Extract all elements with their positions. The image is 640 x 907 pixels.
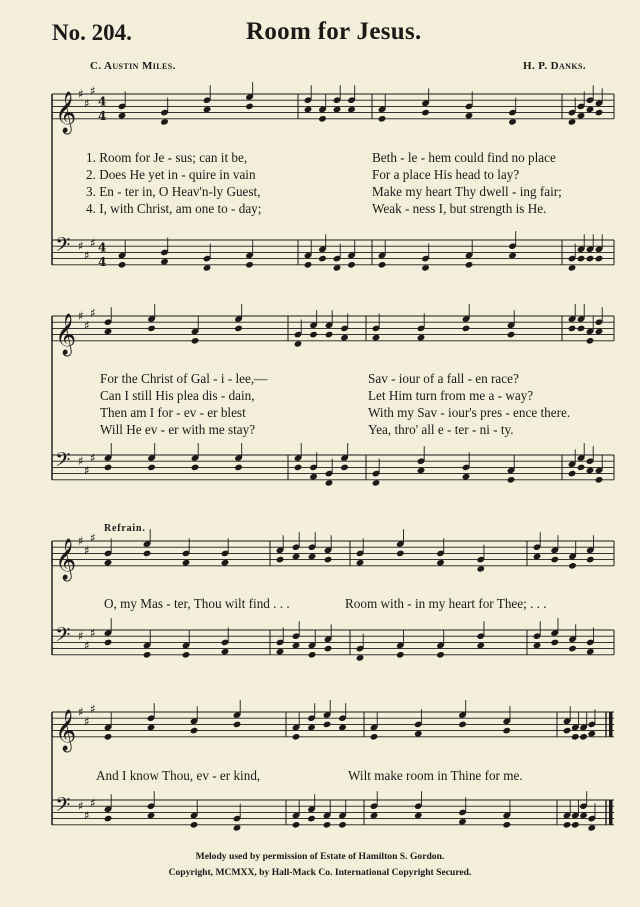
note-head — [587, 824, 596, 832]
note-head — [458, 818, 467, 826]
note-head — [309, 331, 318, 339]
note-head — [507, 331, 516, 339]
note-head — [465, 112, 474, 120]
composer-credit: H. P. Danks. — [523, 60, 586, 72]
note-head — [586, 467, 595, 475]
sharp-sign-icon: ♯ — [90, 451, 96, 466]
note-head — [595, 109, 604, 117]
note-head — [338, 724, 347, 732]
stanza-1-line-2-right: Sav - iour of a fall - en race? — [368, 371, 519, 386]
note-head — [462, 325, 471, 333]
stanza-1-line-2-left: For the Christ of Gal - i - lee,— — [100, 371, 268, 386]
lyricist-credit: C. Austin Miles. — [90, 60, 176, 72]
note-head — [221, 559, 230, 567]
note-head — [347, 261, 356, 269]
sharp-sign-icon: ♯ — [90, 530, 96, 545]
treble-clef-icon: 𝄞 — [55, 313, 77, 355]
note-head — [308, 651, 317, 659]
note-head — [104, 464, 113, 472]
note-head — [577, 325, 586, 333]
sharp-sign-icon: ♯ — [84, 463, 90, 478]
note-head — [308, 553, 317, 561]
note-head — [414, 730, 423, 738]
note-head — [568, 470, 577, 478]
sharp-sign-icon: ♯ — [90, 236, 96, 251]
note-head — [502, 821, 511, 829]
note-head — [476, 642, 485, 650]
note-head — [294, 464, 303, 472]
sharp-sign-icon: ♯ — [78, 87, 84, 101]
treble-clef-icon: 𝄞 — [55, 709, 77, 751]
note-head — [104, 815, 113, 823]
bass-clef-icon: 𝄢 — [55, 793, 71, 821]
sharp-sign-icon: ♯ — [90, 796, 96, 811]
stanza-2-line-1-left: 2. Does He yet in - quire in vain — [86, 167, 256, 182]
sharp-sign-icon: ♯ — [78, 309, 84, 323]
bass-clef-icon: 𝄢 — [55, 233, 71, 261]
refrain-line-1-right: Room with - in my heart for Thee; . . . — [345, 596, 547, 611]
note-head — [276, 648, 285, 656]
sharp-sign-icon: ♯ — [90, 626, 96, 641]
note-head — [276, 556, 285, 564]
note-head — [118, 261, 127, 269]
copyright-note: Copyright, MCMXX, by Hall-Mack Co. International Copyright Secured. — [168, 867, 472, 878]
note-head — [571, 821, 580, 829]
note-head — [147, 325, 156, 333]
treble-clef-icon: 𝄞 — [55, 91, 77, 133]
note-head — [502, 727, 511, 735]
stanza-2-line-1-right: For a place His head to lay? — [372, 167, 520, 182]
note-head — [307, 724, 316, 732]
refrain-line-1-left: O, my Mas - ter, Thou wilt find . . . — [104, 596, 290, 611]
time-signature-top: 4 — [98, 240, 107, 255]
stanza-4-line-2-left: Will He ev - er with me stay? — [100, 422, 256, 437]
note-head — [533, 553, 542, 561]
stanza-3-line-2-left: Then am I for - ev - er blest — [100, 405, 246, 420]
note-head — [190, 727, 199, 735]
note-head — [563, 727, 572, 735]
note-head — [190, 821, 199, 829]
note-head — [595, 328, 604, 336]
note-head — [233, 721, 242, 729]
note-head — [245, 261, 254, 269]
note-head — [568, 118, 577, 126]
note-head — [234, 464, 243, 472]
note-head — [104, 733, 113, 741]
note-head — [292, 821, 301, 829]
sharp-sign-icon: ♯ — [78, 534, 84, 548]
sharp-sign-icon: ♯ — [84, 96, 90, 111]
note-head — [563, 821, 572, 829]
note-head — [414, 812, 423, 820]
final-bar-line — [609, 712, 613, 737]
note-head — [568, 325, 577, 333]
note-head — [325, 479, 334, 487]
note-head — [462, 473, 471, 481]
note-head — [370, 733, 379, 741]
note-head — [465, 261, 474, 269]
sharp-sign-icon: ♯ — [84, 543, 90, 558]
note-head — [568, 562, 577, 570]
note-head — [118, 112, 127, 120]
hymn-number: No. 204. — [52, 20, 132, 45]
stanza-3-line-1-left: 3. En - ter in, O Heav'n-ly Guest, — [86, 184, 261, 199]
note-head — [325, 331, 334, 339]
stanza-1-line-1-right: Beth - le - hem could find no place — [372, 150, 556, 165]
note-head — [234, 325, 243, 333]
note-head — [595, 476, 604, 484]
refrain-label: Refrain. — [104, 523, 146, 534]
note-head — [356, 654, 365, 662]
note-head — [586, 337, 595, 345]
note-head — [568, 645, 577, 653]
note-head — [571, 733, 580, 741]
note-head — [340, 464, 349, 472]
stanza-1-line-1-left: 1. Room for Je - sus; can it be, — [86, 150, 248, 165]
note-head — [143, 651, 152, 659]
sharp-sign-icon: ♯ — [84, 714, 90, 729]
note-head — [417, 467, 426, 475]
stanza-2-line-2-right: Let Him turn from me a - way? — [368, 388, 534, 403]
sharp-sign-icon: ♯ — [78, 239, 84, 254]
sharp-sign-icon: ♯ — [78, 799, 84, 814]
note-head — [233, 824, 242, 832]
note-head — [550, 556, 559, 564]
bass-clef-icon: 𝄢 — [55, 448, 71, 476]
note-head — [182, 559, 191, 567]
note-head — [203, 106, 212, 114]
note-head — [586, 648, 595, 656]
note-head — [508, 252, 517, 260]
sharp-sign-icon: ♯ — [78, 454, 84, 469]
refrain-line-2-right: Wilt make room in Thine for me. — [348, 768, 523, 783]
note-head — [191, 464, 200, 472]
note-head — [323, 821, 332, 829]
stanza-3-line-1-right: Make my heart Thy dwell - ing fair; — [372, 184, 562, 199]
note-head — [160, 258, 169, 266]
stanza-4-line-1-left: 4. I, with Christ, am one to - day; — [86, 201, 262, 216]
sharp-sign-icon: ♯ — [84, 638, 90, 653]
note-head — [417, 334, 426, 342]
note-head — [318, 255, 327, 263]
note-head — [104, 559, 113, 567]
treble-clef-icon: 𝄞 — [55, 538, 77, 580]
stanza-4-line-2-right: Yea, thro' all e - ter - ni - ty. — [368, 422, 514, 437]
note-head — [323, 721, 332, 729]
note-head — [436, 559, 445, 567]
note-head — [370, 812, 379, 820]
sharp-sign-icon: ♯ — [84, 808, 90, 823]
note-head — [221, 648, 230, 656]
note-head — [347, 106, 356, 114]
note-head — [533, 642, 542, 650]
refrain-line-2-left: And I know Thou, ev - er kind, — [96, 768, 261, 783]
note-head — [304, 261, 313, 269]
note-head — [586, 556, 595, 564]
sharp-sign-icon: ♯ — [90, 701, 96, 716]
note-head — [304, 106, 313, 114]
note-head — [104, 328, 113, 336]
note-head — [333, 264, 342, 272]
permission-note: Melody used by permission of Estate of Hamilton S. Gordon. — [195, 851, 445, 862]
note-head — [595, 255, 604, 263]
note-head — [147, 464, 156, 472]
time-signature-bottom: 4 — [98, 108, 107, 123]
sharp-sign-icon: ♯ — [84, 248, 90, 263]
note-head — [147, 724, 156, 732]
time-signature-top: 4 — [98, 94, 107, 109]
note-head — [182, 651, 191, 659]
note-head — [292, 553, 301, 561]
note-head — [307, 815, 316, 823]
note-head — [378, 261, 387, 269]
note-head — [507, 476, 516, 484]
note-head — [324, 556, 333, 564]
sharp-sign-icon: ♯ — [78, 705, 84, 719]
note-head — [294, 340, 303, 348]
sharp-sign-icon: ♯ — [90, 83, 96, 98]
note-head — [587, 730, 596, 738]
note-head — [191, 337, 200, 345]
note-head — [245, 103, 254, 111]
note-head — [340, 334, 349, 342]
note-head — [356, 559, 365, 567]
note-head — [309, 473, 318, 481]
note-head — [396, 550, 405, 558]
note-head — [579, 733, 588, 741]
note-head — [378, 115, 387, 123]
note-head — [333, 106, 342, 114]
note-head — [147, 812, 156, 820]
note-head — [476, 565, 485, 573]
note-head — [292, 733, 301, 741]
hymn-title: Room for Jesus. — [246, 18, 422, 45]
note-head — [143, 550, 152, 558]
bass-clef-icon: 𝄢 — [55, 623, 71, 651]
note-head — [568, 264, 577, 272]
note-head — [203, 264, 212, 272]
note-head — [160, 118, 169, 126]
time-signature-bottom: 4 — [98, 254, 107, 269]
note-head — [421, 109, 430, 117]
note-head — [318, 115, 327, 123]
note-head — [104, 639, 113, 647]
note-head — [421, 264, 430, 272]
note-head — [550, 639, 559, 647]
note-head — [586, 106, 595, 114]
note-head — [338, 821, 347, 829]
note-head — [577, 255, 586, 263]
note-head — [508, 118, 517, 126]
note-head — [436, 651, 445, 659]
note-head — [579, 812, 588, 820]
stanza-3-line-2-right: With my Sav - iour's pres - ence there. — [368, 405, 571, 420]
sharp-sign-icon: ♯ — [84, 318, 90, 333]
stanza-2-line-2-left: Can I still His plea dis - dain, — [100, 388, 255, 403]
final-bar-line — [609, 800, 613, 825]
note-head — [324, 645, 333, 653]
note-head — [372, 334, 381, 342]
note-head — [577, 112, 586, 120]
note-head — [292, 642, 301, 650]
note-head — [372, 479, 381, 487]
note-head — [586, 255, 595, 263]
note-head — [577, 464, 586, 472]
sharp-sign-icon: ♯ — [78, 629, 84, 644]
note-head — [458, 721, 467, 729]
stanza-4-line-1-right: Weak - ness I, but strength is He. — [372, 201, 547, 216]
sharp-sign-icon: ♯ — [90, 305, 96, 320]
note-head — [396, 651, 405, 659]
